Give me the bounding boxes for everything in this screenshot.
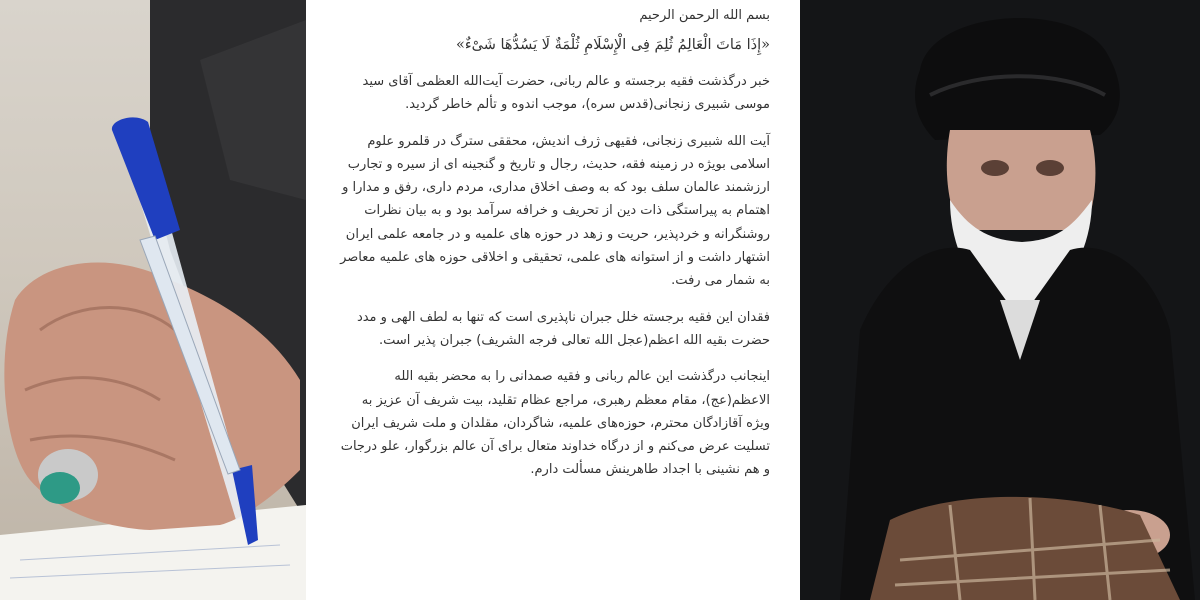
cleric-portrait-photo bbox=[800, 0, 1200, 600]
turban bbox=[915, 18, 1120, 140]
ring-stone bbox=[40, 472, 80, 504]
letter-paragraph: خبر درگذشت فقیه برجسته و عالم ربانی، حضرت آیت‌الله العظمی آقای سید موسی شبیری زنجانی(قدس سره)، موجب اندوه و تألم خاطر گردید. bbox=[362, 74, 770, 113]
face bbox=[947, 130, 1096, 230]
letter-paragraph: اینجانب درگذشت این عالم ربانی و فقیه صمدانی را به محضر بقیه الله الاعظم(عج)، مقام معظم رهبری، مراجع عظام تقلید، بیت شریف آن عزیز به ویژه آقازادگان محترم، حوزه‌های علمیه، شاگردان، مقلدان و ملت شریف ایران تسلیت عرض می‌کنم و از درگاه خداوند متعال برای آن عالم بزرگوار، علو درجات و هم نشینی با اجداد طاهرینش مسألت دارم. bbox=[340, 369, 770, 478]
writing-hand-photo bbox=[0, 0, 306, 600]
condolence-letter bbox=[306, 0, 800, 600]
letter-paragraph: آیت الله شبیری زنجانی، فقیهی ژرف اندیش، محققی سترگ در قلمرو علوم اسلامی بویژه در زمینه فقه، حدیث، رجال و تاریخ و گنجینه ای از سیره و تجارب ارزشمند عالمان سلف بود که به وصف اخلاق مداری، مردم داری، رفق و مدارا و اهتمام به پیراستگی ذات دین از تحریف و خرافه سرآمد بود و به بیان نظرات روشنگرانه و خردپذیر، حریت و زهد در حوزه های علمیه و در جامعه علمی ایران اشتهار داشت و از استوانه های علمی، تحقیقی و اخلاقی حوزه های علمیه معاصر به شمار می رفت. bbox=[340, 133, 770, 289]
hadith-quote: «إِذَا مَاتَ الْعَالِمُ ثُلِمَ فِی الْإِسْلَامِ ثُلْمَةٌ لَا یَسُدُّهَا شَیْءٌ» bbox=[455, 37, 770, 53]
basmala: بسم الله الرحمن الرحیم bbox=[639, 8, 770, 23]
letter-paragraph: فقدان این فقیه برجسته خلل جبران ناپذیری است که تنها به لطف الهی و مدد حضرت بقیه الله اعظم(عجل الله تعالی فرجه الشریف) جبران پذیر است. bbox=[356, 309, 770, 348]
cleric-portrait-illustration bbox=[800, 0, 1200, 600]
writing-hand-illustration bbox=[0, 0, 306, 600]
